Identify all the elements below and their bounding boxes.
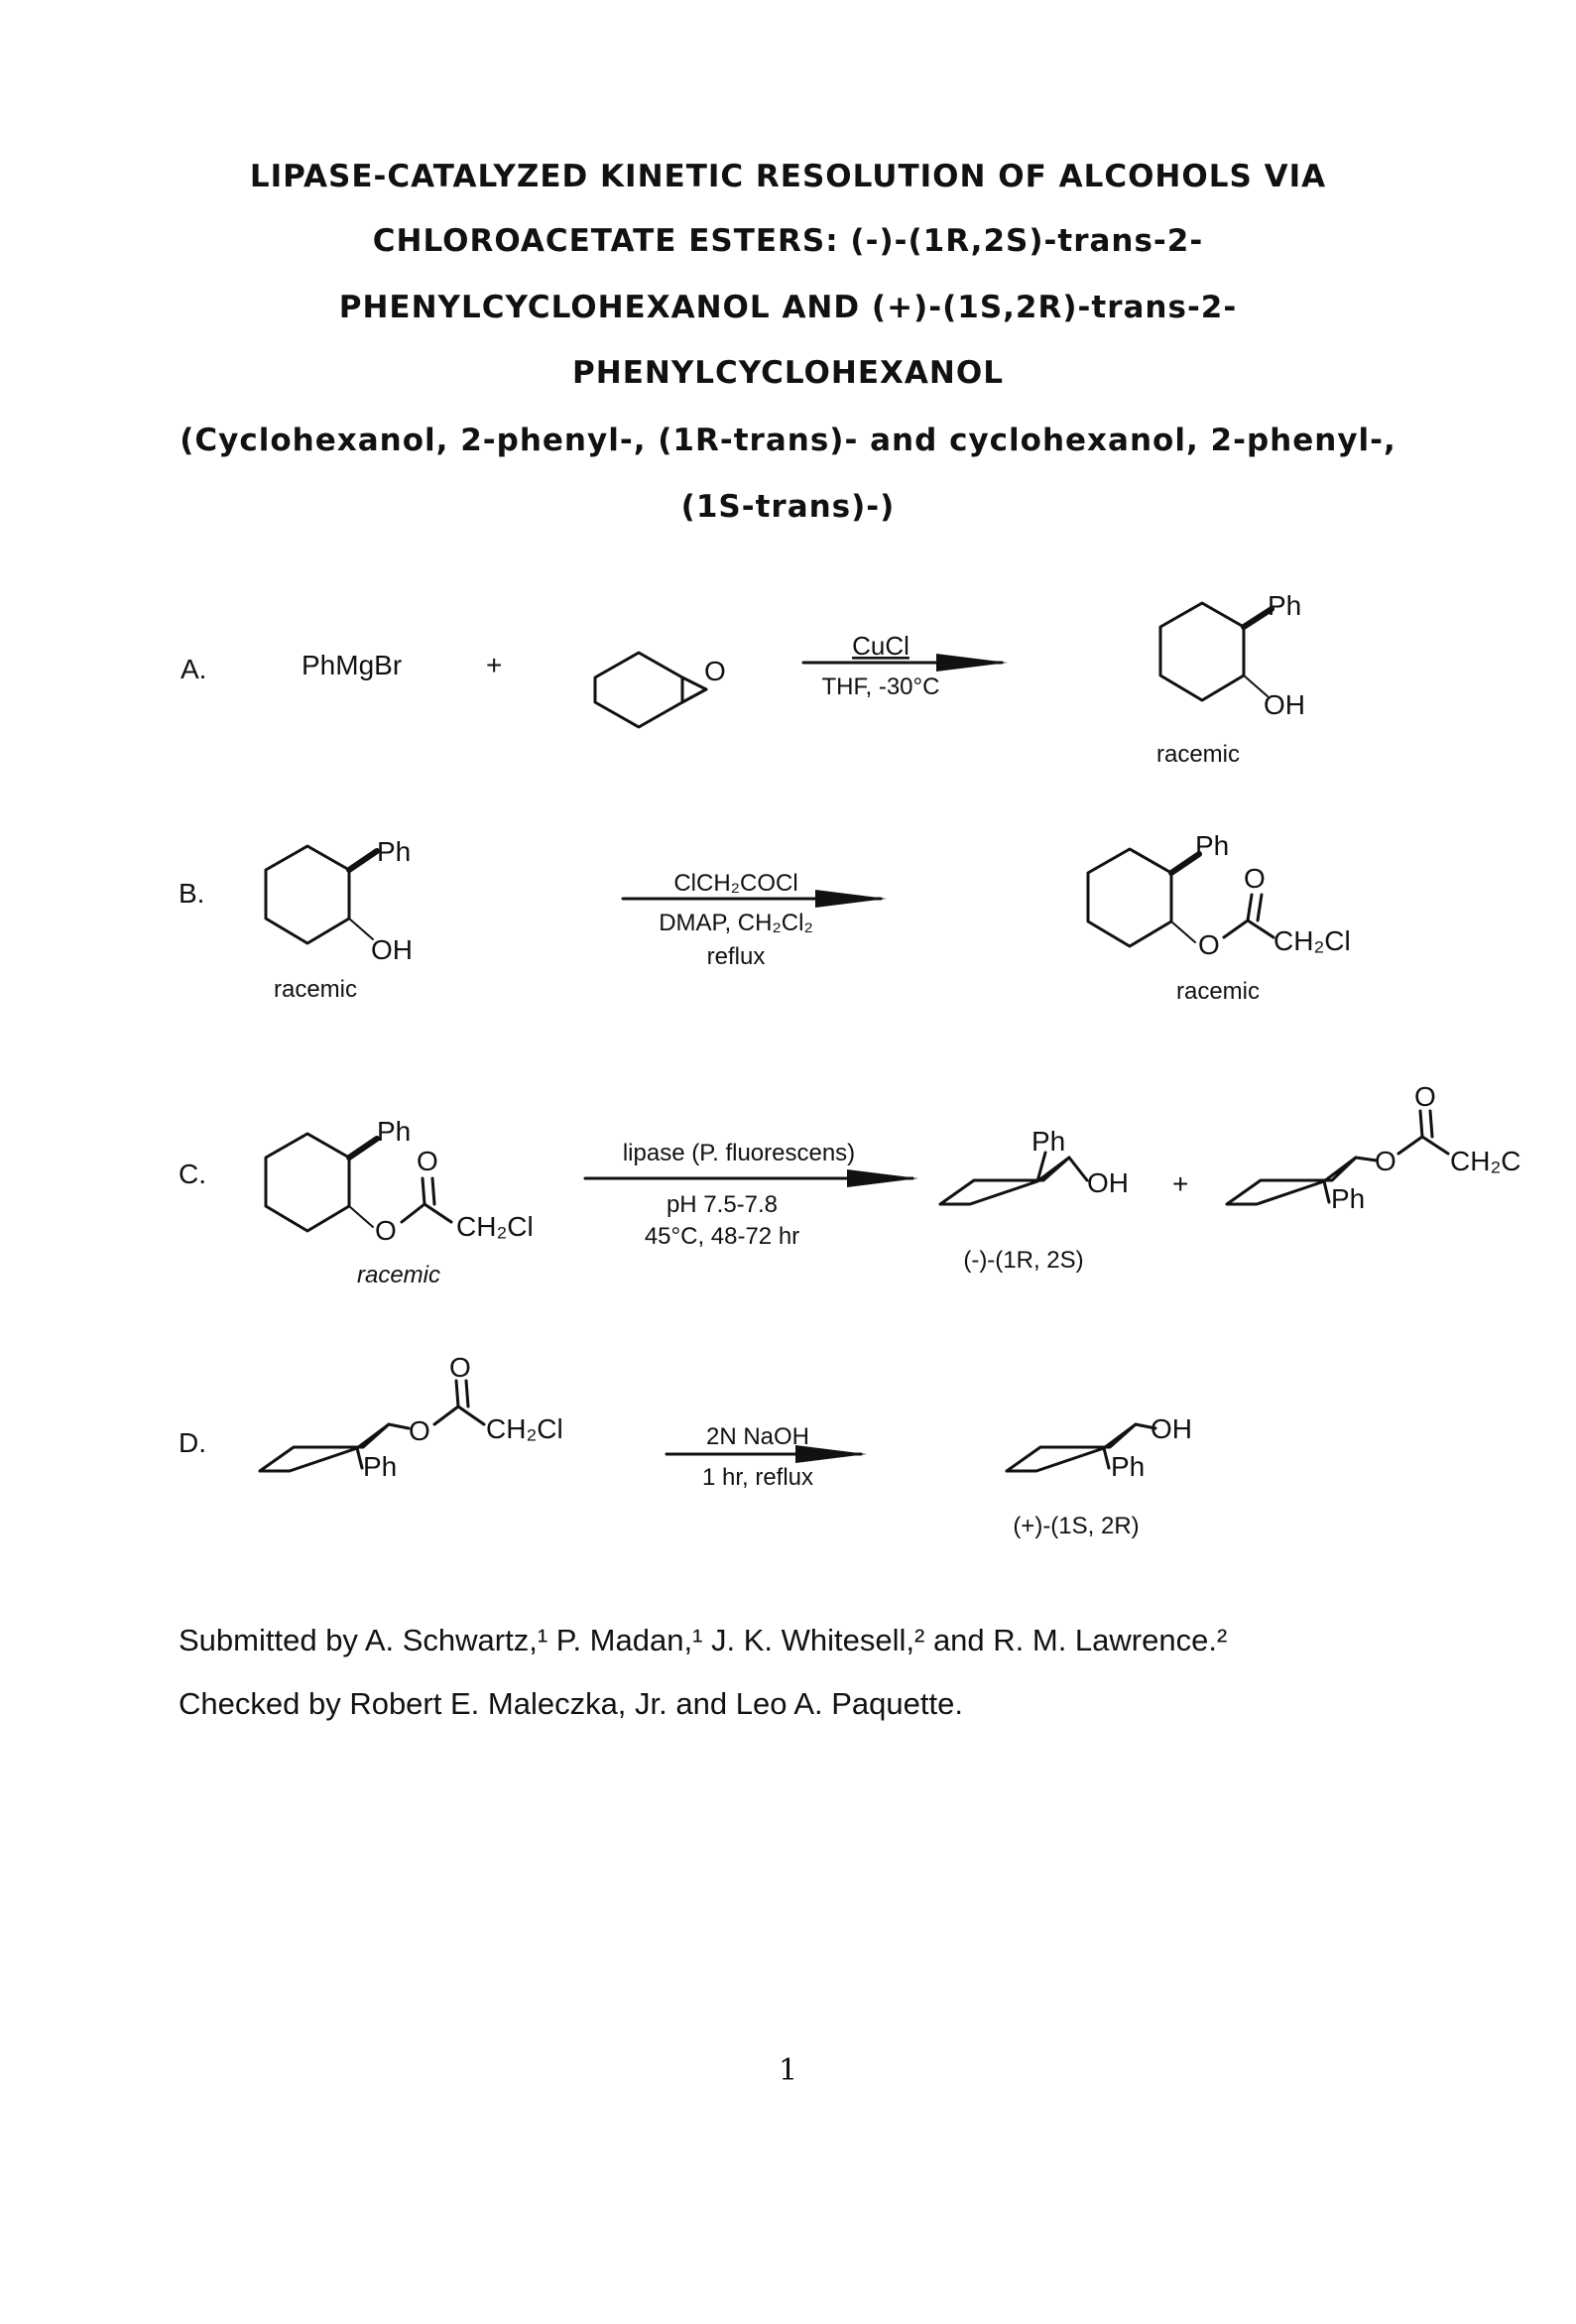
sm-c-ring (266, 1134, 349, 1231)
sm-c-ph: Ph (377, 1116, 412, 1147)
sm-b-ring (266, 846, 349, 943)
sm-d-ester-o: O (409, 1415, 430, 1446)
sm-d-carbonyl-o: O (449, 1352, 471, 1383)
product-a-ring (1160, 603, 1244, 700)
prod-d-ph: Ph (1111, 1451, 1146, 1482)
row-d-label: D. (179, 1427, 206, 1458)
product-a-oh: OH (1264, 689, 1305, 720)
cond-b-bottom: reflux (706, 943, 766, 970)
prod-b-ch2cl: CH₂Cl (1273, 925, 1351, 956)
sm-c-ester-o: O (375, 1215, 397, 1246)
title-line-1: LIPASE-CATALYZED KINETIC RESOLUTION OF ALCOHOLS VIA (249, 159, 1327, 194)
row-a-plus: + (486, 650, 503, 680)
prod1-c-ph: Ph (1031, 1126, 1066, 1157)
cond-b-top: ClCH₂COCl (673, 870, 798, 897)
cond-c-top: lipase (P. fluorescens) (622, 1140, 856, 1166)
prod-b-ester-o: O (1198, 929, 1220, 960)
sm-c-carbonyl-o: O (417, 1146, 438, 1176)
cond-b-mid: DMAP, CH₂Cl₂ (659, 910, 813, 936)
title-line-2: CHLOROACETATE ESTERS: (-)-(1R,2S)-trans-2- (372, 223, 1204, 259)
cond-d-top: 2N NaOH (705, 1423, 810, 1450)
prod-b-note: racemic (1175, 978, 1261, 1005)
prod2-c-ch2: CH₂C (1450, 1146, 1521, 1176)
sm-b-ph: Ph (377, 836, 412, 867)
title-line-6: (1S-trans)-) (680, 489, 896, 525)
checked-by: Checked by Robert E. Maleczka, Jr. and Leo A. Paquette. (179, 1686, 963, 1721)
row-a-label: A. (181, 654, 207, 684)
title-line-3: PHENYLCYCLOHEXANOL AND (+)-(1S,2R)-trans-2- (338, 290, 1238, 325)
prod-b-ph: Ph (1195, 830, 1230, 861)
cond-a-top: CuCl (852, 631, 909, 661)
title-line-5: (Cyclohexanol, 2-phenyl-, (1R-trans)- and cyclohexanol, 2-phenyl-, (180, 423, 1396, 458)
sm-b-oh: OH (371, 934, 413, 965)
sm-b-note: racemic (273, 976, 358, 1003)
page-number: 1 (778, 2053, 798, 2088)
cond-a-bottom: THF, -30°C (821, 673, 940, 700)
row-b-label: B. (179, 878, 205, 909)
product-a-ph: Ph (1268, 590, 1302, 621)
prod2-c-ph: Ph (1331, 1183, 1366, 1214)
prod2-c-ester-o: O (1375, 1146, 1396, 1176)
prod-b-carbonyl-o: O (1244, 863, 1266, 894)
prod2-c-carbonyl-o: O (1414, 1081, 1436, 1112)
submitted-by: Submitted by A. Schwartz,¹ P. Madan,¹ J. K. Whitesell,² and R. M. Lawrence.² (179, 1623, 1228, 1657)
sm-d-ch2cl: CH₂Cl (486, 1413, 563, 1444)
row-c-label: C. (179, 1159, 206, 1189)
title-line-4: PHENYLCYCLOHEXANOL (572, 355, 1004, 391)
cond-d-bottom: 1 hr, reflux (701, 1464, 814, 1491)
phmgbr-reagent: PhMgBr (302, 650, 403, 680)
prod1-c-note: (-)-(1R, 2S) (963, 1247, 1084, 1274)
sm-c-ch2cl: CH₂Cl (456, 1211, 534, 1242)
sm-d-ph: Ph (363, 1451, 398, 1482)
sm-c-note: racemic (356, 1262, 441, 1288)
epoxide-ring (595, 653, 682, 727)
prod1-c-chair (940, 1158, 1069, 1204)
epoxide-oxygen: O (704, 656, 726, 686)
product-a-note: racemic (1155, 741, 1241, 768)
row-c-plus: + (1172, 1168, 1189, 1199)
prod-b-ring (1088, 849, 1171, 946)
prod1-c-oh: OH (1087, 1167, 1129, 1198)
prod-d-note: (+)-(1S, 2R) (1013, 1513, 1140, 1539)
prod-d-oh: OH (1151, 1413, 1192, 1444)
cond-c-mid: pH 7.5-7.8 (666, 1191, 779, 1218)
cond-c-bottom: 45°C, 48-72 hr (644, 1223, 800, 1250)
